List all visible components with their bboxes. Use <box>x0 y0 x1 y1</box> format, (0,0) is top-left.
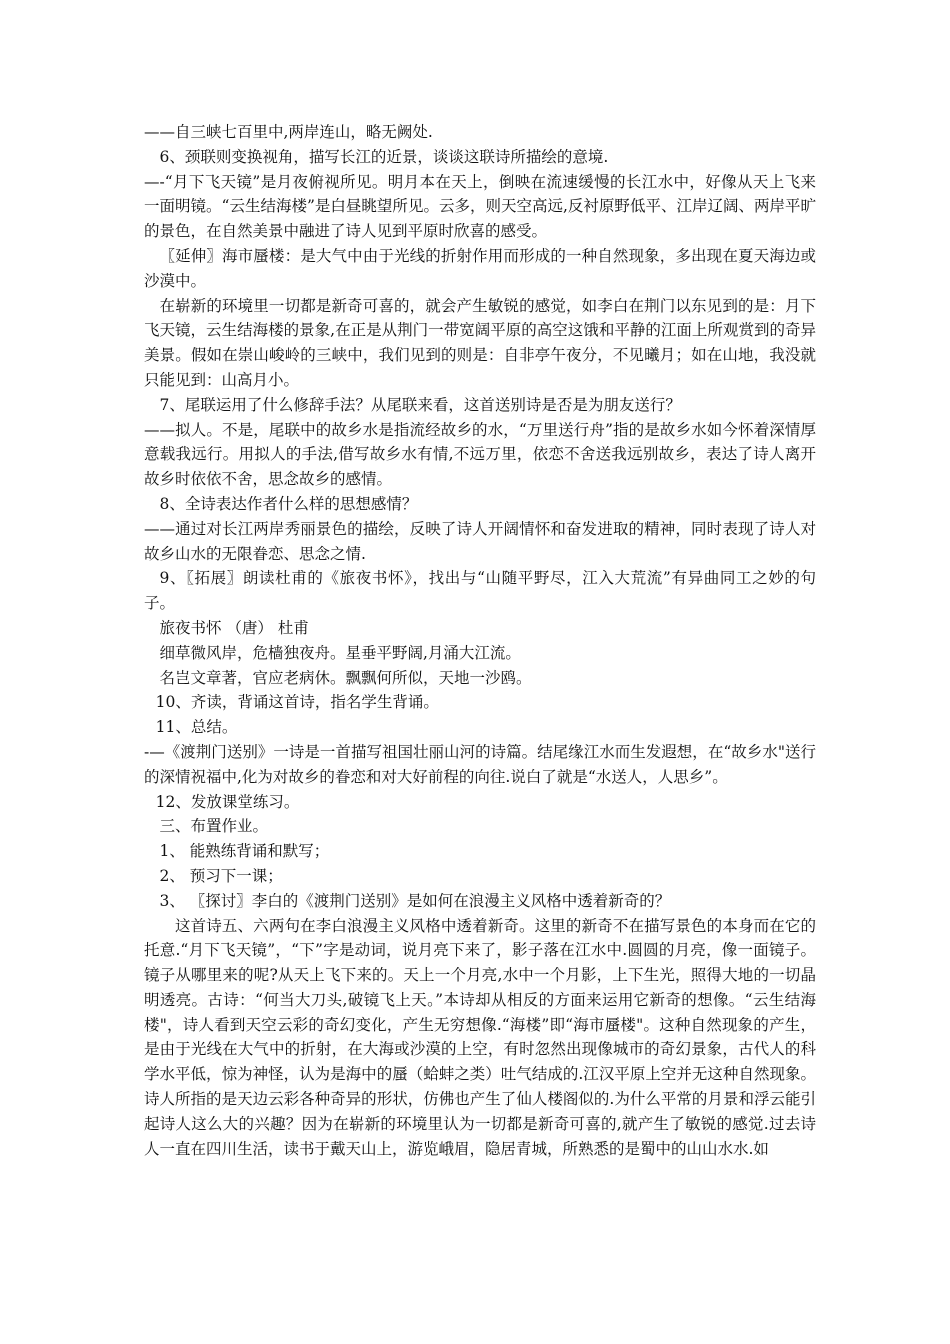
question-6: 6、颈联则变换视角，描写长江的近景，谈谈这联诗所描绘的意境. <box>159 147 609 166</box>
homework-2: 2、 预习下一课； <box>159 866 283 885</box>
poem-line-2: 名岂文章著，官应老病休。飘飘何所似，天地一沙鸥。 <box>159 668 532 687</box>
poem-line-1: 细草微风岸，危樯独夜舟。星垂平野阔,月涌大江流。 <box>159 643 521 662</box>
document-page <box>144 120 816 1161</box>
answer-7: ——拟人。不是，尾联中的故乡水是指流经故乡的水，“万里送行舟”指的是故乡水如今怀着深情厚意载我远行。用拟人的手法,借写故乡水有情,不远万里，依恋不舍送我远别故乡，表达了诗人离开故乡时依依不舍，思念故乡的感情。 <box>144 420 816 489</box>
question-7: 7、尾联运用了什么修辞手法？从尾联来看，这首送别诗是否是为朋友送行？ <box>159 395 681 414</box>
step-11: 11、总结。 <box>155 718 238 737</box>
answer-6: —-“月下飞天镜”是月夜俯视所见。明月本在天上，倒映在流速缓慢的长江水中，好像从天上飞来一面明镜。“云生结海楼”是白昼眺望所见。云多，则天空高远,反衬原野低平、江岸辽阔、两岸平旷的景色，在自然美景中融进了诗人见到平原时欣喜的感受。 <box>144 172 816 241</box>
summary: -—《渡荆门送别》一诗是一首描写祖国壮丽山河的诗篇。结尾缘江水而生发遐想，在“故乡水"送行的深情祝福中,化为对故乡的眷恋和对大好前程的向往.说白了就是“水送人，人思乡”。 <box>144 742 816 786</box>
answer-8: ——通过对长江两岸秀丽景色的描绘，反映了诗人开阔情怀和奋发进取的精神，同时表现了诗人对故乡山水的无限眷恋、思念之情. <box>144 519 816 563</box>
question-9: 9、〖拓展〗朗读杜甫的《旅夜书怀》，找出与“山随平野尽，江入大荒流”有异曲同工之妙的句子。 <box>144 569 816 613</box>
paragraph-quote-three-gorges: ——自三峡七百里中,两岸连山，略无阙处. <box>144 123 433 141</box>
discussion-paragraph: 这首诗五、六两句在李白浪漫主义风格中透着新奇。这里的新奇不在描写景色的本身而在它的托意.“月下飞天镜”，“下”字是动词，说月亮下来了，影子落在江水中.圆圆的月亮，像一面镜子。镜子从哪里来的呢?从天上飞下来的。天上一个月亮,水中一个月影，上下生光，照得大地的一切晶明透亮。古诗：“何当大刀头,破镜飞上天。”本诗却从相反的方面来运用它新奇的想像。“云生结海楼"，诗人看到天空云彩的奇幻变化，产生无穷想像.“海楼”即“海市蜃楼"。这种自然现象的产生，是由于光线在大气中的折射，在大海或沙漠的上空，有时忽然出现像城市的奇幻景象，古代人的科学水平低，惊为神怪，认为是海中的蜃（蛤蚌之类）吐气结成的.江汉平原上空并无这种自然现象。诗人所指的是天边云彩各种奇异的形状，仿佛也产生了仙人楼阁似的.为什么平常的月景和浮云能引起诗人这么大的兴趣？因为在崭新的环境里认为一切都是新奇可喜的,就产生了敏锐的感觉.过去诗人一直在四川生活，读书于戴天山上，游览峨眉，隐居青城，所熟悉的是蜀中的山山水水.如 <box>144 916 816 1158</box>
step-10: 10、齐读，背诵这首诗，指名学生背诵。 <box>155 693 439 712</box>
homework-1: 1、 能熟练背诵和默写； <box>159 842 330 861</box>
step-12: 12、发放课堂练习。 <box>155 792 300 811</box>
homework-3: 3、 〖探讨〗李白的《渡荆门送别》是如何在浪漫主义风格中透着新奇的？ <box>159 891 671 910</box>
section-homework: 三、布置作业。 <box>159 817 269 836</box>
extension-mirage: 〖延伸〗海市蜃楼：是大气中由于光线的折射作用而形成的一种自然现象，多出现在夏天海边或沙漠中。 <box>144 246 816 290</box>
paragraph-new-environment: 在崭新的环境里一切都是新奇可喜的，就会产生敏锐的感觉，如李白在荆门以东见到的是：月下飞天镜，云生结海楼的景象,在正是从荆门一带宽阔平原的高空这饿和平静的江面上所观赏到的奇异美景。假如在崇山峻岭的三峡中，我们见到的则是：自非亭午夜分，不见曦月；如在山地，我没就只能见到：山高月小。 <box>144 296 816 389</box>
poem-title: 旅夜书怀 （唐） 杜甫 <box>159 618 309 637</box>
question-8: 8、全诗表达作者什么样的思想感情？ <box>159 494 418 513</box>
